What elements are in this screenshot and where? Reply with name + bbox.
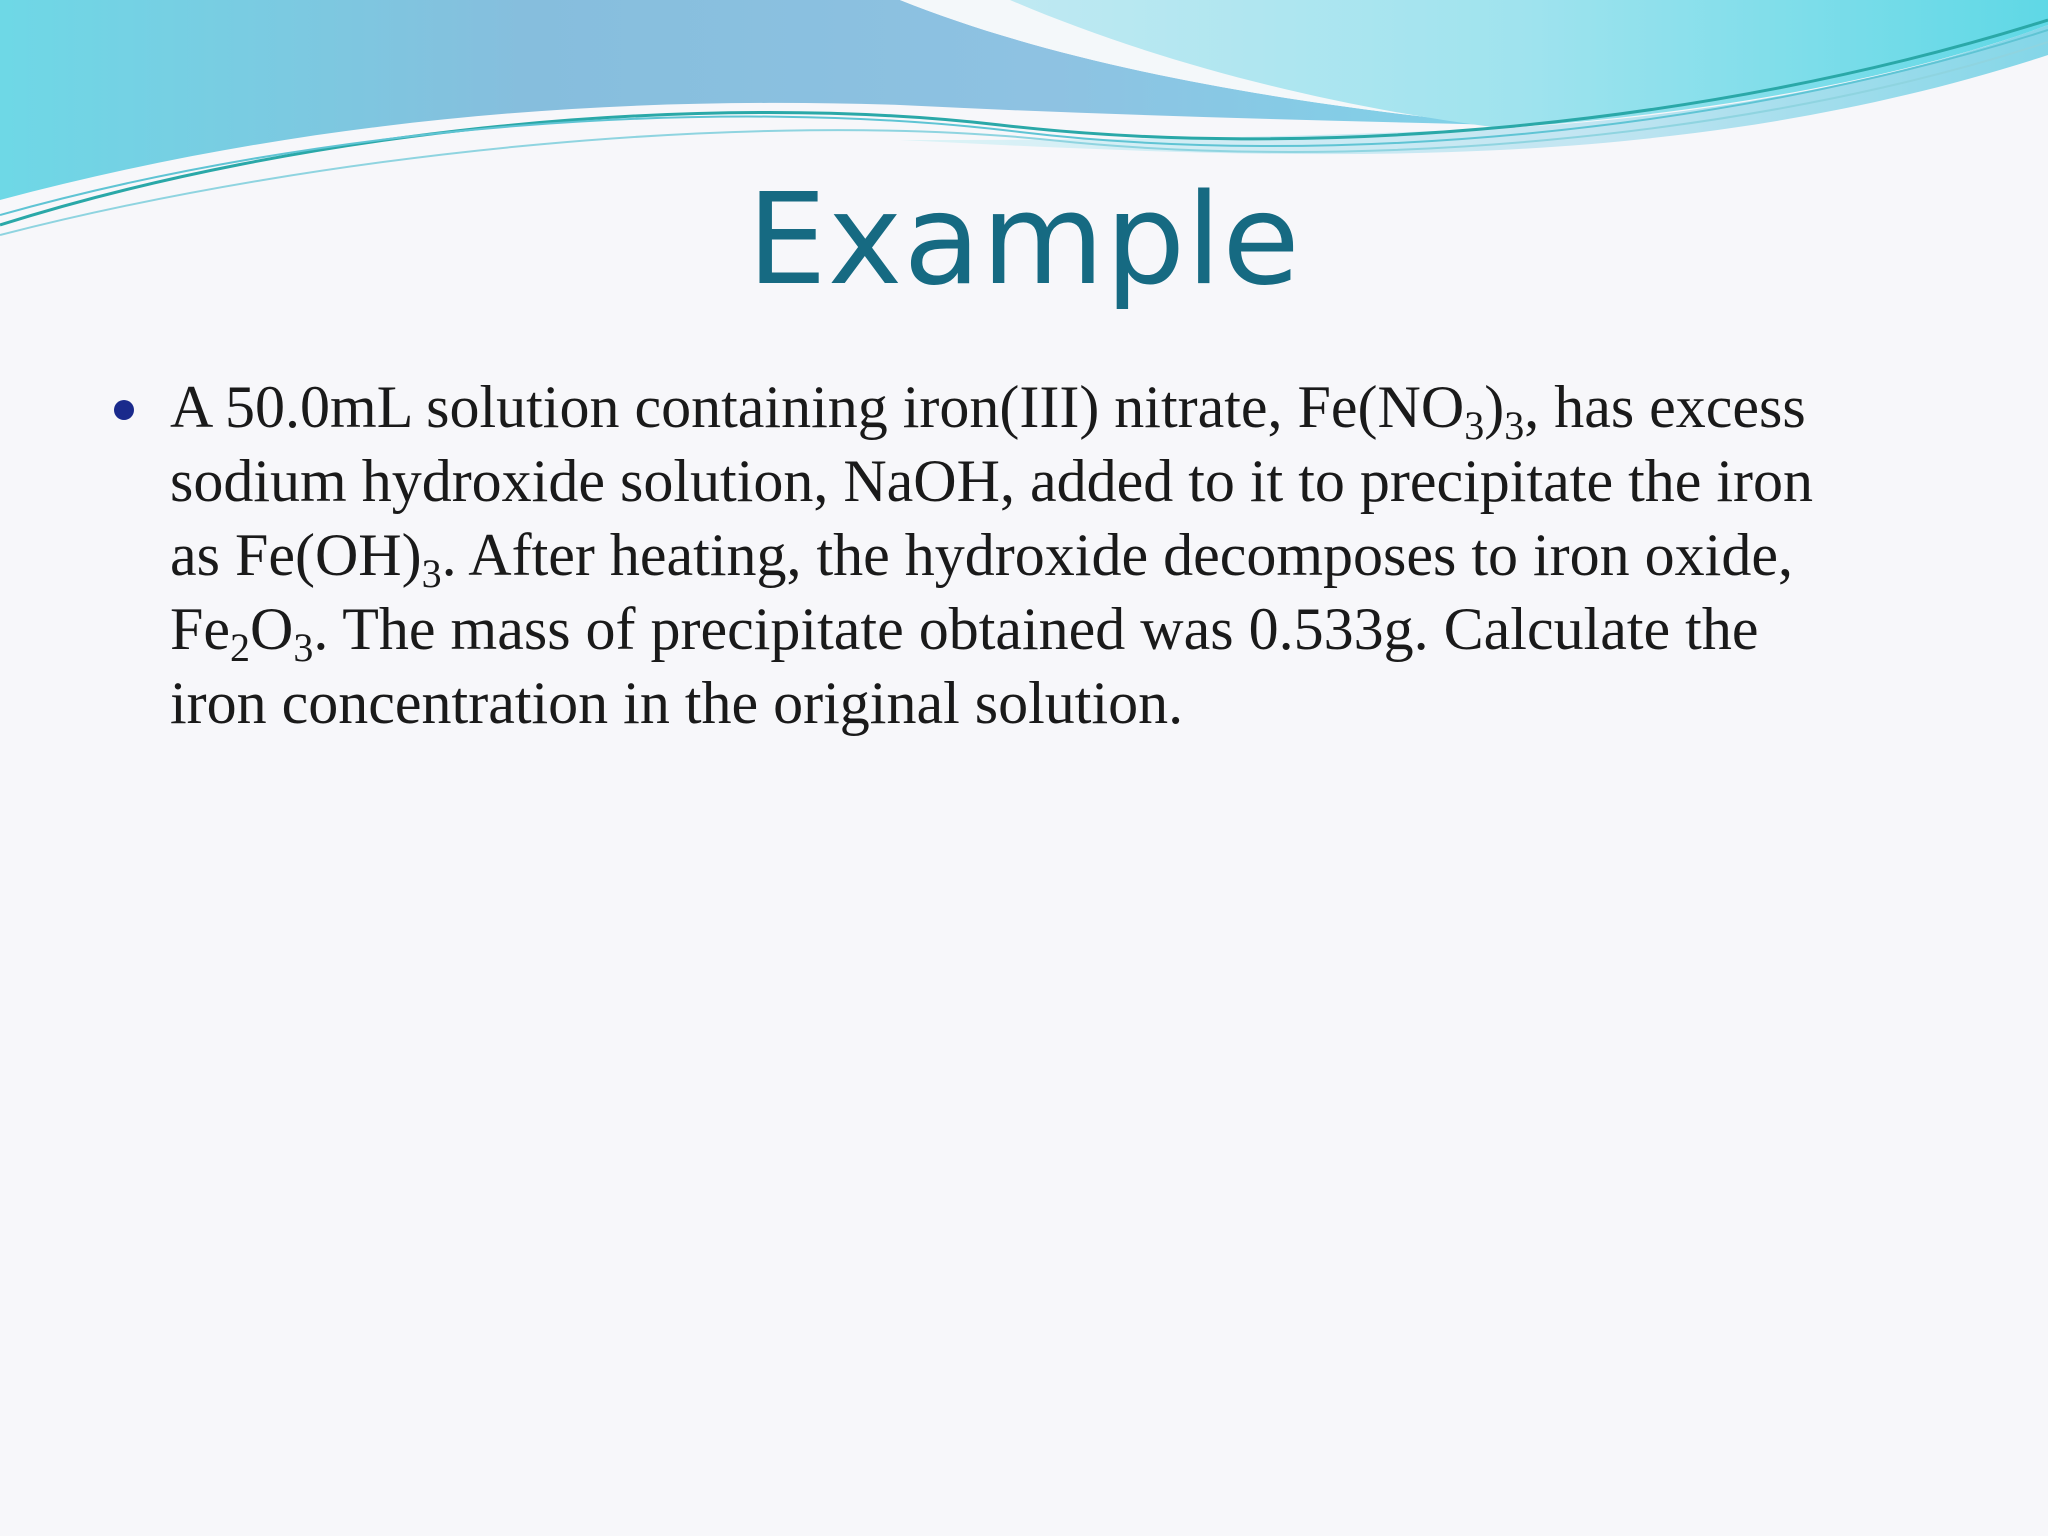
- bullet-line-2: [170, 444, 1990, 518]
- bullet-line-4: [170, 592, 1990, 670]
- text-fragment: . The mass of precipitate obtained was 0.533g. Calculate the: [313, 596, 1759, 662]
- subscript: 3: [293, 625, 314, 670]
- text-fragment: , has excess: [1524, 374, 1806, 440]
- subscript: 3: [1504, 403, 1525, 448]
- subscript: 3: [1464, 403, 1485, 448]
- text-fragment: ): [1484, 374, 1505, 440]
- text-fragment: iron concentration in the original solution.: [170, 670, 1184, 736]
- slide-title: Example: [747, 166, 1301, 313]
- bullet-line-1: [170, 370, 1990, 448]
- subscript: 2: [230, 625, 250, 670]
- bullet-dot-icon: [114, 400, 134, 420]
- subscript: 3: [421, 551, 442, 596]
- text-fragment: O: [250, 596, 294, 662]
- text-fragment: A 50.0mL solution containing iron(III) nitrate, Fe(NO: [170, 374, 1465, 440]
- bullet-line-3: [170, 518, 1990, 596]
- text-fragment: . After heating, the hydroxide decomposes to iron oxide,: [441, 522, 1793, 588]
- text-fragment: Fe: [170, 596, 230, 662]
- text-fragment: as Fe(OH): [170, 522, 422, 588]
- text-fragment: sodium hydroxide solution, NaOH, added to it to precipitate the iron: [170, 448, 1814, 514]
- bullet-line-5: [170, 666, 1990, 740]
- bullet-text: [170, 370, 1990, 740]
